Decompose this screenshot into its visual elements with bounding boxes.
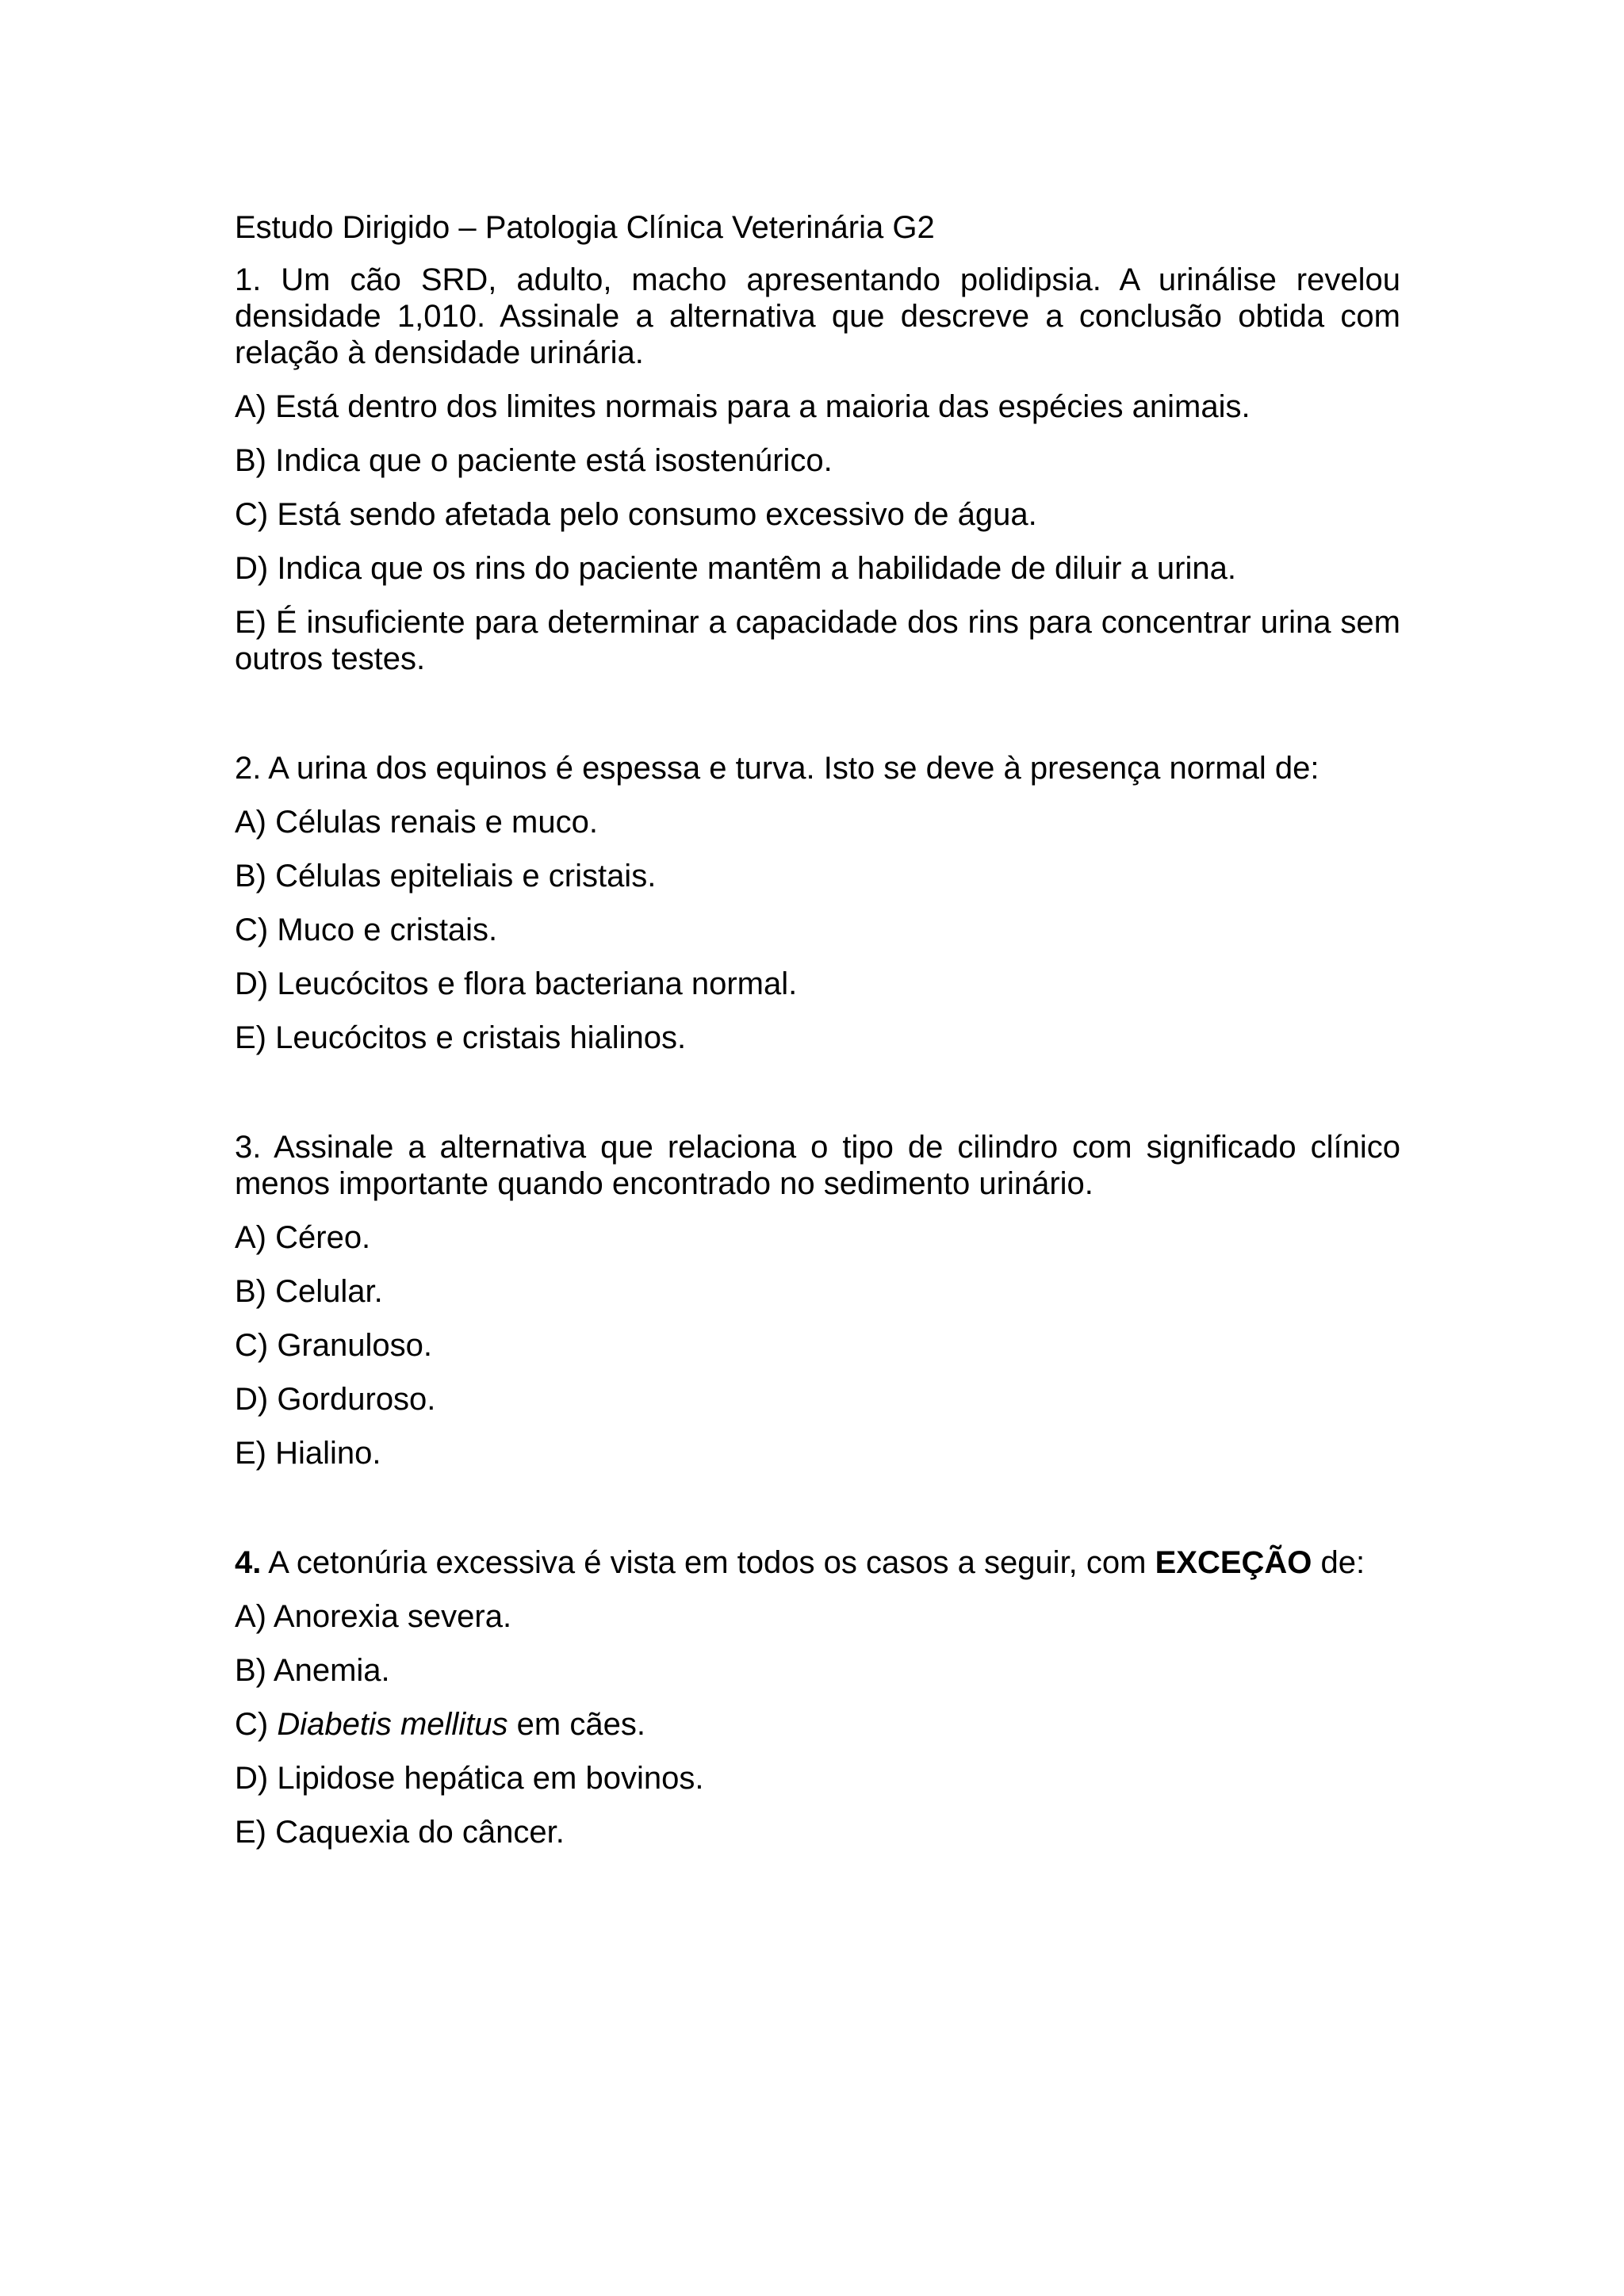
question-2-option-d: D) Leucócitos e flora bacteriana normal.: [235, 966, 798, 1001]
document-title: Estudo Dirigido – Patologia Clínica Veterinária G2: [235, 210, 935, 245]
question-3-option-d: D) Gorduroso.: [235, 1382, 436, 1417]
question-4-option-a: A) Anorexia severa.: [235, 1599, 512, 1634]
question-3: [235, 1129, 1400, 1471]
question-2-text: 2. A urina dos equinos é espessa e turva. Isto se deve à presença normal de:: [235, 751, 1320, 786]
question-4-option-e: E) Caquexia do câncer.: [235, 1815, 565, 1850]
question-4-option-c-italic: Diabetis mellitus: [277, 1707, 508, 1742]
question-4-option-b: B) Anemia.: [235, 1653, 390, 1688]
question-4: [235, 1544, 1400, 1850]
question-1: [235, 262, 1400, 677]
question-4-option-d: D) Lipidose hepática em bovinos.: [235, 1761, 704, 1796]
question-2-option-e: E) Leucócitos e cristais hialinos.: [235, 1020, 687, 1055]
question-1-option-a: A) Está dentro dos limites normais para a maioria das espécies animais.: [235, 389, 1251, 424]
question-4-option-c: [235, 1706, 1400, 1743]
question-2-option-a: A) Células renais e muco.: [235, 805, 598, 840]
question-4-option-c-prefix: C): [235, 1707, 278, 1742]
question-3-option-c: C) Granuloso.: [235, 1328, 432, 1363]
question-1-option-d: D) Indica que os rins do paciente mantêm a habilidade de diluir a urina.: [235, 551, 1236, 586]
document-page: [235, 209, 1400, 1868]
question-1-option-b: B) Indica que o paciente está isostenúrico.: [235, 443, 833, 478]
question-4-text-a: A cetonúria excessiva é vista em todos os casos a seguir, com: [261, 1545, 1155, 1580]
question-1-text: 1. Um cão SRD, adulto, macho apresentando polidipsia. A urinálise revelou densidade 1,010. Assinale a alternativa que descreve a conclusão obtida com relação à densidade urinária.: [235, 262, 1400, 370]
question-3-option-e: E) Hialino.: [235, 1436, 381, 1471]
question-3-text: 3. Assinale a alternativa que relaciona o tipo de cilindro com significado clínico menos importante quando encontrado no sedimento urinário.: [235, 1130, 1400, 1201]
question-4-number: 4.: [235, 1545, 262, 1580]
spacer: [235, 1073, 1400, 1129]
question-4-text-b: de:: [1312, 1545, 1365, 1580]
question-4-emphasis: EXCEÇÃO: [1155, 1545, 1312, 1580]
question-3-option-a: A) Céreo.: [235, 1220, 371, 1255]
question-1-option-e: E) É insuficiente para determinar a capacidade dos rins para concentrar urina sem outros testes.: [235, 605, 1400, 676]
question-4-option-c-suffix: em cães.: [508, 1707, 645, 1742]
question-3-option-b: B) Celular.: [235, 1274, 383, 1309]
question-2-option-b: B) Células epiteliais e cristais.: [235, 859, 657, 894]
spacer: [235, 1489, 1400, 1544]
spacer: [235, 695, 1400, 750]
question-2-option-c: C) Muco e cristais.: [235, 913, 498, 947]
question-2: [235, 750, 1400, 1056]
question-1-option-c: C) Está sendo afetada pelo consumo excessivo de água.: [235, 497, 1037, 532]
question-4-text: [235, 1544, 1400, 1581]
